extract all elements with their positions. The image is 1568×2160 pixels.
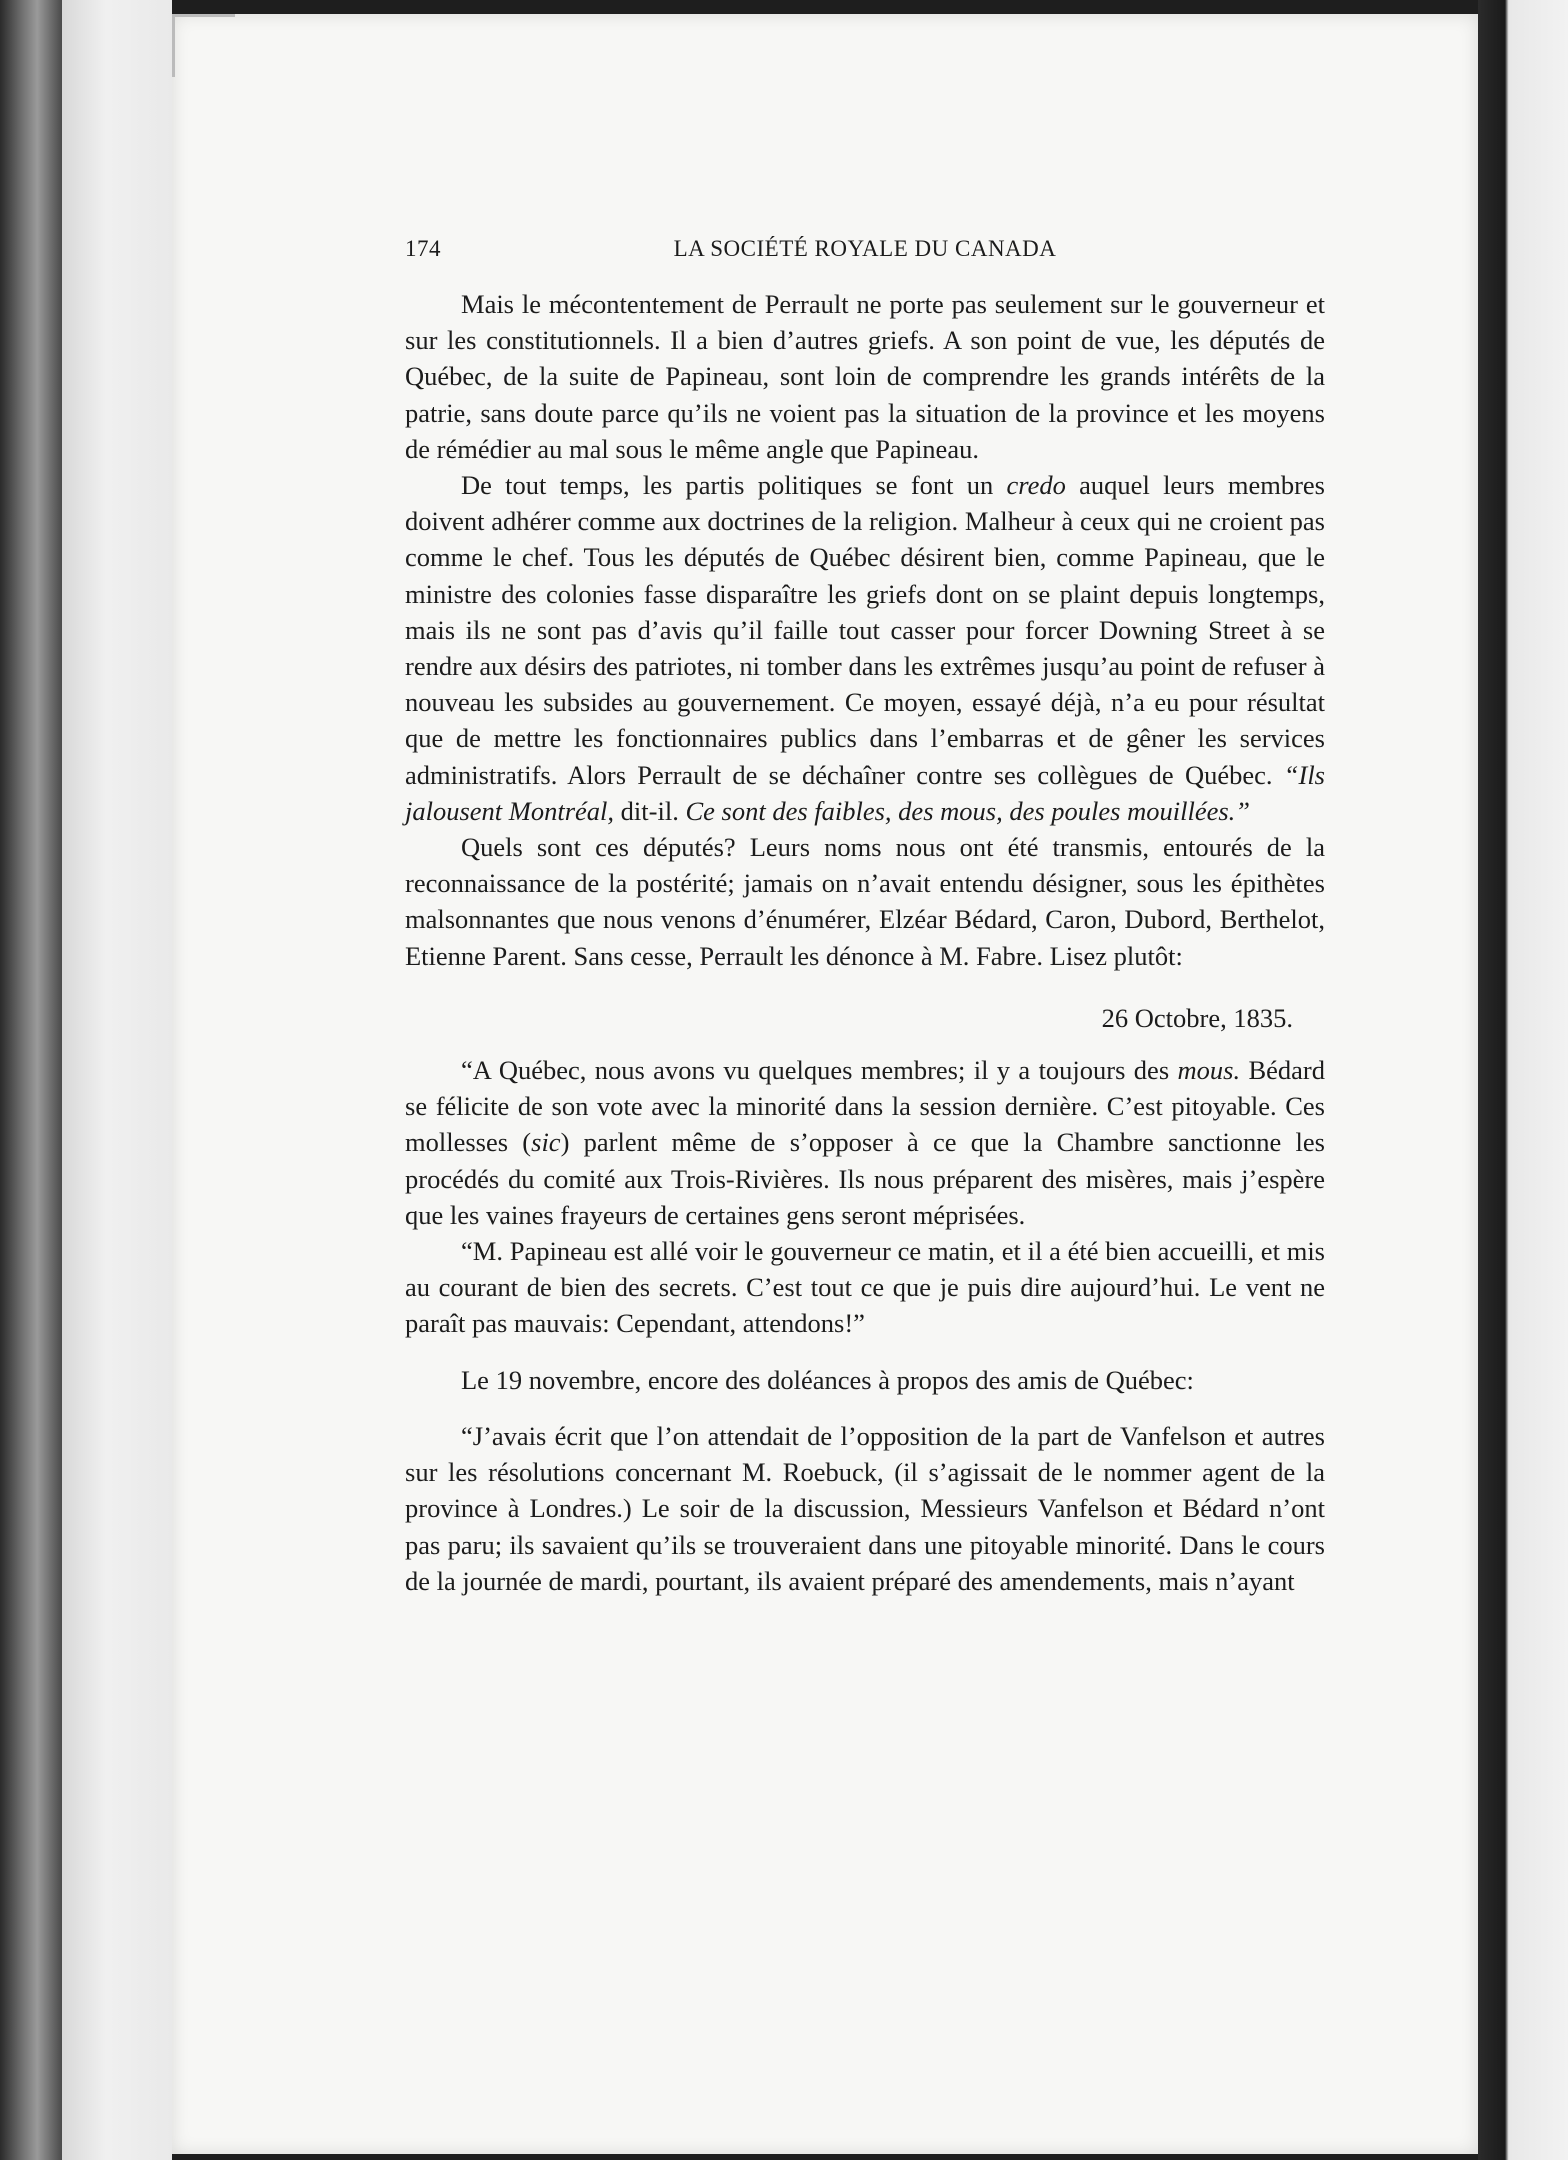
paragraph-2-text-c: dit-il.	[614, 795, 686, 826]
quote-1-text-c: ) parlent même de s’opposer à ce que la Chambre sanctionne les procédés du comité aux Trois-Rivières. Ils nous préparent des misères, mais j’espère que les vaines frayeurs de certaines gens seront méprisées.	[405, 1127, 1325, 1230]
scan-right-edge	[1478, 0, 1568, 2160]
page-corner-fold	[172, 14, 235, 77]
paragraph-2	[405, 467, 1325, 829]
paragraph-2-text-b: auquel leurs membres doivent adhérer comme aux doctrines de la religion. Malheur à ceux qui ne croient pas comme le chef. Tous les députés de Québec désirent bien, comme Papineau, que le ministre des colonies fasse disparaître les griefs dont on se plaint depuis longtemps, mais ils ne sont pas d’avis qu’il faille tout casser pour forcer Downing Street à se rendre aux désirs des patriotes, ni tomber dans les extrêmes jusqu’au point de refuser à nouveau les subsides au gouvernement. Ce moyen, essayé déjà, n’a eu pour résultat que de mettre les fonctionnaires publics dans l’embarras et de gêner les services administratifs. Alors Perrault de se déchaîner contre ses collègues de Québec.	[405, 470, 1325, 790]
quote-2: “M. Papineau est allé voir le gouverneur ce matin, et il a été bien accueilli, et mis au courant de bien des secrets. C’est tout ce que je puis dire aujourd’hui. Le vent ne paraît pas mauvais: Cependant, attendons!”	[405, 1236, 1325, 1339]
page-number: 174	[405, 236, 441, 261]
paragraph-3: Quels sont ces députés? Leurs noms nous ont été transmis, entourés de la reconnaissance de la postérité; jamais on n’avait entendu désigner, sous les épithètes malsonnantes que nous venons d’énumérer, Elzéar Bédard, Caron, Dubord, Berthelot, Etienne Parent. Sans cesse, Perrault les dénonce à M. Fabre. Lisez plutôt:	[405, 832, 1325, 971]
running-head-title: LA SOCIÉTÉ ROYALE DU CANADA	[673, 236, 1057, 261]
paragraph-2-text-a: De tout temps, les partis politiques se font un	[461, 470, 1007, 501]
scan-left-edge	[0, 0, 62, 2160]
paragraph-1: Mais le mécontentement de Perrault ne porte pas seulement sur le gouverneur et sur les constitutionnels. Il a bien d’autres griefs. A son point de vue, les députés de Québec, de la suite de Papineau, sont loin de comprendre les grands intérêts de la patrie, sans doute parce qu’ils ne voient pas la situation de la province et les moyens de rémédier au mal sous le même angle que Papineau.	[405, 289, 1325, 464]
running-head	[405, 234, 1325, 274]
scan-facing-page-edge	[62, 0, 172, 2160]
paragraph-2-italic-credo: credo	[1006, 470, 1066, 501]
quote-1-text-a: “A Québec, nous avons vu quelques membres; il y a toujours des	[461, 1055, 1178, 1086]
paragraph-4: Le 19 novembre, encore des doléances à propos des amis de Québec:	[461, 1364, 1194, 1395]
page-content	[405, 234, 1325, 1599]
quote-1-italic-mous: mous.	[1177, 1055, 1241, 1086]
quote-3: “J’avais écrit que l’on attendait de l’opposition de la part de Vanfelson et autres sur les résolutions concernant M. Roebuck, (il s’agissait de le nommer agent de la province à Londres.) Le soir de la discussion, Messieurs Vanfelson et Bédard n’ont pas paru; ils savaient qu’ils se trouveraient dans une pitoyable minorité. Dans le cours de la journée de mardi, pourtant, ils avaient préparé des amendements, mais n’ayant	[405, 1420, 1325, 1596]
letter-date: 26 Octobre, 1835.	[1101, 1002, 1293, 1033]
quote-1	[405, 1052, 1325, 1233]
paragraph-2-italic-quote-2: Ce sont des faibles, des mous, des poules mouillées.”	[685, 795, 1251, 826]
quote-1-text-b: Bédard se félicite de son vote avec la minorité dans la session dernière. C’est pitoyable. Ces mollesses (	[405, 1055, 1325, 1158]
quote-1-italic-sic: sic	[531, 1127, 561, 1158]
paragraph-2-italic-quote-1: “Ils jalousent Montréal,	[405, 759, 1325, 826]
